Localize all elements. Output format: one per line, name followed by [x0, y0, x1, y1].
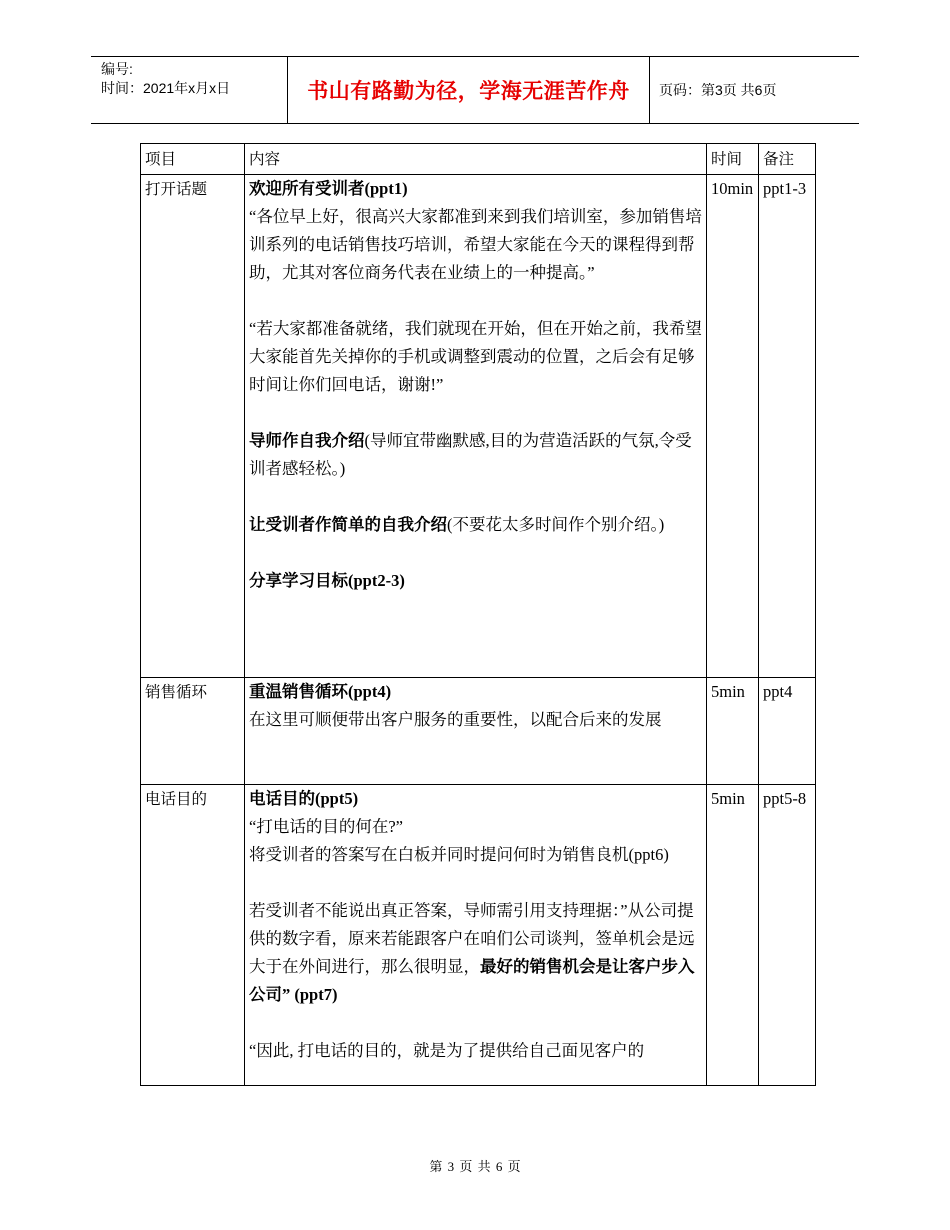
table-header-row [141, 144, 816, 175]
content-paragraph: “若大家都准备就绪，我们就现在开始，但在开始之前，我希望大家能首先关掉你的手机或调整到震动的位置，之后会有足够时间让你们回电话，谢谢!” [249, 319, 702, 394]
section-title: 导师作自我介绍 [249, 431, 365, 450]
note-cell: ppt4 [759, 678, 816, 785]
content-paragraph [249, 511, 702, 539]
content-paragraph: 在这里可顺便带出客户服务的重要性，以配合后来的发展 [249, 710, 662, 729]
column-header-content: 内容 [245, 144, 707, 175]
time-cell: 5min [707, 785, 759, 1086]
page-footer: 第 3 页 共 6 页 [429, 1159, 521, 1174]
page-header [91, 56, 859, 124]
emphasis-text: 最好的销售机会是让客户步入公司” (ppt7) [249, 957, 695, 1004]
section-title: 让受训者作简单的自我介绍 [249, 515, 447, 534]
item-cell: 电话目的 [141, 785, 245, 1086]
content-cell [245, 678, 707, 785]
header-page-number: 页码：第3页 共6页 [659, 82, 777, 98]
content-paragraph: “各位早上好，很高兴大家都准到来到我们培训室，参加销售培训系列的电话销售技巧培训，希望大家能在今天的课程得到帮助，尤其对客位商务代表在业绩上的一种提高。” [249, 207, 702, 282]
item-cell: 销售循环 [141, 678, 245, 785]
section-note: (导师宜带幽默感,目的为营造活跃的气氛,令受训者感轻松。) [249, 431, 692, 478]
content-paragraph: 将受训者的答案写在白板并同时提问何时为销售良机(ppt6) [249, 845, 669, 864]
note-cell: ppt1-3 [759, 175, 816, 678]
table-row [141, 175, 816, 678]
time-label: 时间：2021年x月x日 [101, 80, 231, 96]
column-header-item: 项目 [141, 144, 245, 175]
section-title: 重温销售循环(ppt4) [249, 682, 392, 701]
paragraph-text: 若受训者不能说出真正答案，导师需引用支持理据：”从公司提供的数字看，原来若能跟客户在咱们公司谈判，签单机会是远大于在外间进行，那么很明显， [249, 901, 695, 976]
training-plan-table [140, 143, 816, 1086]
column-header-note: 备注 [759, 144, 816, 175]
section-title: 欢迎所有受训者(ppt1) [249, 179, 408, 198]
content-cell [245, 175, 707, 678]
table-row [141, 678, 816, 785]
section-note: (不要花太多时间作个别介绍。) [447, 515, 665, 534]
item-cell: 打开话题 [141, 175, 245, 678]
section-title: 分享学习目标(ppt2-3) [249, 571, 405, 590]
content-cell [245, 785, 707, 1086]
column-header-time: 时间 [707, 144, 759, 175]
time-cell: 5min [707, 678, 759, 785]
header-divider [649, 57, 650, 123]
content-paragraph: “打电话的目的何在?” [249, 817, 403, 836]
header-motto: 书山有路勤为径，学海无涯苦作舟 [307, 79, 630, 103]
content-paragraph [249, 897, 702, 1009]
content-paragraph: “因此, 打电话的目的，就是为了提供给自己面见客户的 [249, 1041, 645, 1060]
content-paragraph [249, 427, 702, 483]
time-cell: 10min [707, 175, 759, 678]
table-row [141, 785, 816, 1086]
number-label: 编号: [101, 61, 133, 77]
note-cell: ppt5-8 [759, 785, 816, 1086]
section-title: 电话目的(ppt5) [249, 789, 359, 808]
header-meta [101, 60, 286, 98]
